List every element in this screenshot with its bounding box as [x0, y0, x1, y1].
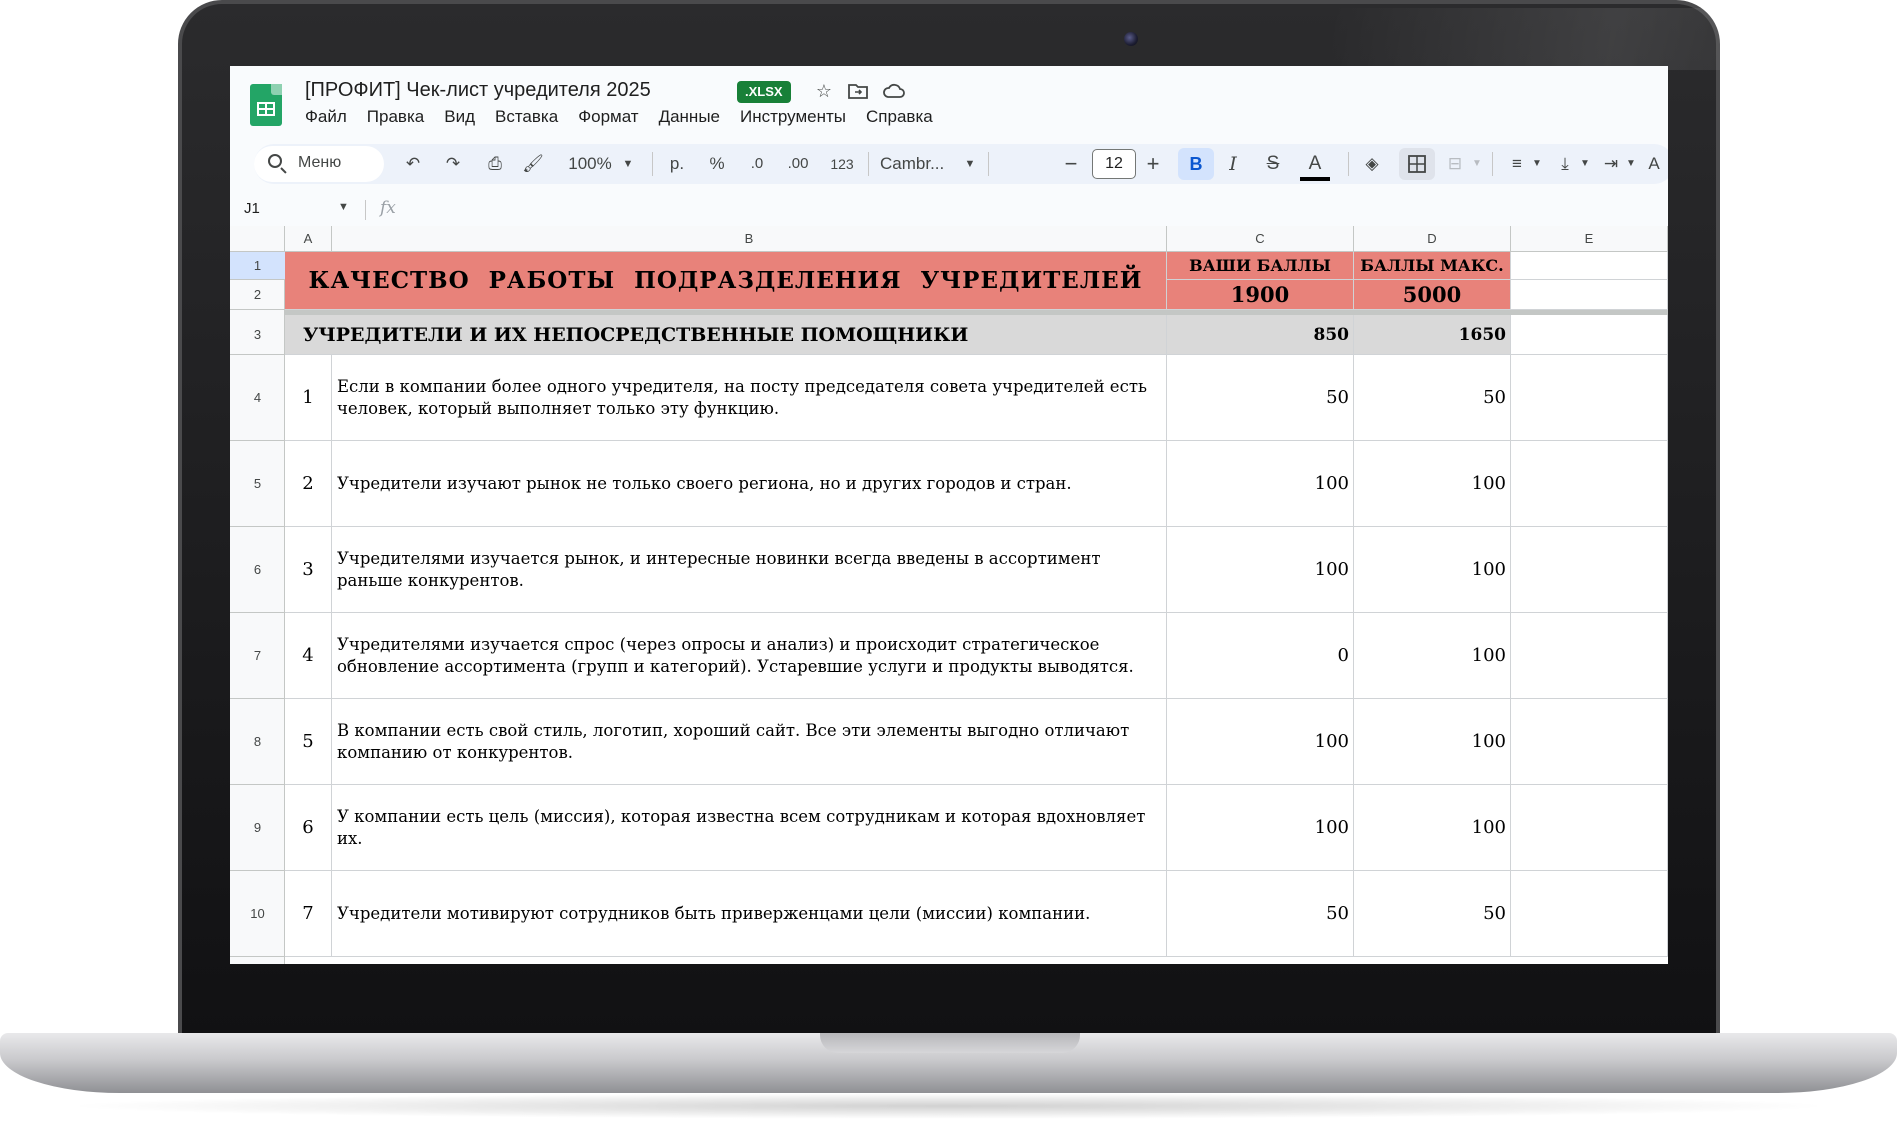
- item-max-points-cell[interactable]: 100: [1354, 613, 1511, 699]
- strikethrough-button[interactable]: S: [1266, 153, 1280, 174]
- row-header-6[interactable]: 6: [230, 527, 285, 613]
- move-to-folder-icon[interactable]: [847, 80, 869, 102]
- increase-font-size-icon[interactable]: +: [1146, 151, 1160, 176]
- valign-chevron-down-icon[interactable]: ▼: [1580, 158, 1590, 169]
- currency-format-button[interactable]: р.: [669, 154, 685, 173]
- menu-insert[interactable]: Вставка: [495, 107, 559, 126]
- item-text-cell[interactable]: Если в компании более одного учредителя, на посту председателя совета учредителей есть человек, который выполняет только эту функцию.: [332, 355, 1167, 441]
- section-title-cell[interactable]: УЧРЕДИТЕЛИ И ИХ НЕПОСРЕДСТВЕННЫЕ ПОМОЩНИКИ: [285, 315, 1167, 355]
- item-empty-cell[interactable]: [1511, 355, 1668, 441]
- text-color-button[interactable]: A: [1300, 151, 1330, 181]
- toolbar: [254, 144, 1668, 184]
- item-number-cell[interactable]: 3: [285, 527, 332, 613]
- item-text-cell[interactable]: Учредителями изучается спрос (через опросы и анализ) и происходит стратегическое обновление ассортимента (групп и категорий). Устаревшие услуги и продукты выводятся.: [332, 613, 1167, 699]
- item-max-points-cell[interactable]: 50: [1354, 355, 1511, 441]
- row-header-5[interactable]: 5: [230, 441, 285, 527]
- item-max-points-cell[interactable]: 100: [1354, 441, 1511, 527]
- decrease-decimal-button[interactable]: .0: [750, 155, 764, 172]
- max-points-total-cell[interactable]: 5000: [1354, 280, 1511, 310]
- font-size-input[interactable]: 12: [1092, 149, 1136, 179]
- menu-edit[interactable]: Правка: [366, 107, 425, 126]
- text-wrap-icon[interactable]: ⇥: [1603, 154, 1619, 173]
- select-all-corner[interactable]: [230, 226, 285, 252]
- zoom-select[interactable]: 100%: [568, 154, 612, 173]
- row-header-3[interactable]: 3: [230, 315, 285, 355]
- menu-view[interactable]: Вид: [444, 107, 475, 126]
- column-headers: [230, 226, 1668, 252]
- bold-button[interactable]: B: [1178, 148, 1214, 180]
- align-chevron-down-icon[interactable]: ▼: [1532, 158, 1542, 169]
- section-max-points-cell[interactable]: 1650: [1354, 315, 1511, 355]
- row-header-2[interactable]: 2: [230, 280, 285, 310]
- undo-icon[interactable]: ↶: [405, 154, 421, 173]
- font-family-select[interactable]: Cambr...: [880, 154, 945, 173]
- item-empty-cell[interactable]: [1511, 699, 1668, 785]
- item-number-cell[interactable]: 5: [285, 699, 332, 785]
- toolbar-divider: [988, 152, 989, 176]
- toolbar-divider: [868, 152, 869, 176]
- item-max-points-cell[interactable]: 50: [1354, 871, 1511, 957]
- row-header-9[interactable]: 9: [230, 785, 285, 871]
- menu-tools[interactable]: Инструменты: [740, 107, 847, 126]
- spreadsheet-screen: [230, 66, 1668, 964]
- item-text-cell[interactable]: Учредители мотивируют сотрудников быть приверженцами цели (миссии) компании.: [332, 871, 1167, 957]
- print-icon[interactable]: ⎙: [488, 154, 502, 173]
- row-header-4[interactable]: 4: [230, 355, 285, 441]
- toolbar-divider: [652, 152, 653, 176]
- item-max-points-cell[interactable]: 100: [1354, 699, 1511, 785]
- your-points-total-cell[interactable]: 1900: [1167, 280, 1354, 310]
- item-text-cell[interactable]: У компании есть цель (миссия), которая известна всем сотрудникам и которая вдохновляет их.: [332, 785, 1167, 871]
- search-icon: [268, 154, 282, 168]
- your-points-label-cell[interactable]: ВАШИ БАЛЛЫ: [1167, 252, 1354, 280]
- row-header-10[interactable]: 10: [230, 871, 285, 957]
- row-headers: [230, 252, 285, 964]
- item-text-cell[interactable]: Учредители изучают рынок не только своего региона, но и других городов и стран.: [332, 441, 1167, 527]
- item-your-points-cell[interactable]: 50: [1167, 871, 1354, 957]
- section-your-points-cell[interactable]: 850: [1167, 315, 1354, 355]
- row-header-7[interactable]: 7: [230, 613, 285, 699]
- row-header-8[interactable]: 8: [230, 699, 285, 785]
- laptop-opening-notch: [820, 1033, 1080, 1053]
- number-format-button[interactable]: 123: [830, 156, 854, 172]
- item-text-cell[interactable]: Учредителями изучается рынок, и интересные новинки всегда введены в ассортимент раньше конкурентов.: [332, 527, 1167, 613]
- decrease-font-size-icon[interactable]: −: [1064, 151, 1078, 176]
- item-number-cell[interactable]: 7: [285, 871, 332, 957]
- spreadsheet-grid[interactable]: [230, 226, 1668, 964]
- item-number-cell[interactable]: 2: [285, 441, 332, 527]
- menu-search[interactable]: [254, 146, 384, 182]
- search-label: Меню: [298, 154, 342, 171]
- item-empty-cell[interactable]: [1511, 527, 1668, 613]
- cell-e1[interactable]: [1511, 252, 1668, 280]
- redo-icon[interactable]: ↷: [445, 154, 461, 173]
- max-points-label-cell[interactable]: БАЛЛЫ МАКС.: [1354, 252, 1511, 280]
- item-your-points-cell[interactable]: 100: [1167, 441, 1354, 527]
- borders-button[interactable]: [1399, 148, 1435, 180]
- name-box[interactable]: J1: [244, 200, 260, 217]
- item-your-points-cell[interactable]: 100: [1167, 699, 1354, 785]
- zoom-chevron-down-icon[interactable]: ▼: [622, 158, 634, 170]
- toolbar-divider: [1492, 152, 1493, 176]
- menu-format[interactable]: Формат: [578, 107, 639, 126]
- item-your-points-cell[interactable]: 0: [1167, 613, 1354, 699]
- item-empty-cell[interactable]: [1511, 441, 1668, 527]
- webcam: [1124, 32, 1138, 46]
- fx-icon: fx: [380, 198, 396, 218]
- item-empty-cell[interactable]: [1511, 871, 1668, 957]
- item-number-cell[interactable]: 4: [285, 613, 332, 699]
- item-max-points-cell[interactable]: 100: [1354, 527, 1511, 613]
- item-max-points-cell[interactable]: 100: [1354, 785, 1511, 871]
- item-your-points-cell[interactable]: 100: [1167, 527, 1354, 613]
- item-your-points-cell[interactable]: 50: [1167, 355, 1354, 441]
- increase-decimal-button[interactable]: .00: [787, 155, 809, 172]
- column-header-c[interactable]: C: [1167, 226, 1354, 252]
- item-number-cell[interactable]: 1: [285, 355, 332, 441]
- horizontal-align-icon[interactable]: ≡: [1512, 154, 1522, 173]
- percent-format-button[interactable]: %: [709, 154, 725, 173]
- text-rotation-button[interactable]: A: [1648, 154, 1660, 173]
- cloud-status-icon[interactable]: [882, 80, 904, 102]
- google-sheets-logo-icon[interactable]: [250, 84, 282, 126]
- paint-format-icon[interactable]: 🖌: [522, 154, 544, 173]
- name-box-chevron-down-icon[interactable]: ▼: [338, 201, 349, 213]
- formula-bar-divider: [365, 200, 366, 220]
- column-header-d[interactable]: D: [1354, 226, 1511, 252]
- main-title-cell[interactable]: КАЧЕСТВО РАБОТЫ ПОДРАЗДЕЛЕНИЯ УЧРЕДИТЕЛЕЙ: [285, 252, 1167, 310]
- item-your-points-cell[interactable]: 100: [1167, 785, 1354, 871]
- toolbar-divider: [1348, 152, 1349, 176]
- vertical-align-icon[interactable]: ⤓: [1561, 154, 1569, 173]
- column-header-b[interactable]: B: [332, 226, 1167, 252]
- item-empty-cell[interactable]: [1511, 613, 1668, 699]
- column-header-a[interactable]: A: [285, 226, 332, 252]
- menu-bar: [305, 107, 953, 127]
- fill-color-icon[interactable]: ◈: [1365, 154, 1379, 173]
- star-icon[interactable]: ☆: [815, 81, 833, 101]
- italic-button[interactable]: I: [1229, 153, 1237, 175]
- item-text-cell[interactable]: В компании есть свой стиль, логотип, хороший сайт. Все эти элементы выгодно отличают компанию от конкурентов.: [332, 699, 1167, 785]
- row-header-1[interactable]: 1: [230, 252, 285, 280]
- file-format-badge: .XLSX: [737, 81, 791, 103]
- borders-icon: [1399, 148, 1435, 180]
- document-title[interactable]: [ПРОФИТ] Чек-лист учредителя 2025: [305, 79, 651, 101]
- lid-reflection: [1332, 8, 1892, 70]
- item-empty-cell[interactable]: [1511, 785, 1668, 871]
- cell-e2[interactable]: [1511, 280, 1668, 310]
- item-number-cell[interactable]: 6: [285, 785, 332, 871]
- menu-help[interactable]: Справка: [866, 107, 933, 126]
- menu-file[interactable]: Файл: [305, 107, 347, 126]
- font-chevron-down-icon[interactable]: ▼: [964, 158, 976, 170]
- merge-chevron-down-icon[interactable]: ▼: [1472, 158, 1482, 169]
- merge-cells-icon[interactable]: ⊟: [1447, 154, 1463, 173]
- wrap-chevron-down-icon[interactable]: ▼: [1626, 158, 1636, 169]
- laptop-shadow: [60, 1093, 1837, 1119]
- column-header-e[interactable]: E: [1511, 226, 1668, 252]
- menu-data[interactable]: Данные: [658, 107, 720, 126]
- cell-e3[interactable]: [1511, 315, 1668, 355]
